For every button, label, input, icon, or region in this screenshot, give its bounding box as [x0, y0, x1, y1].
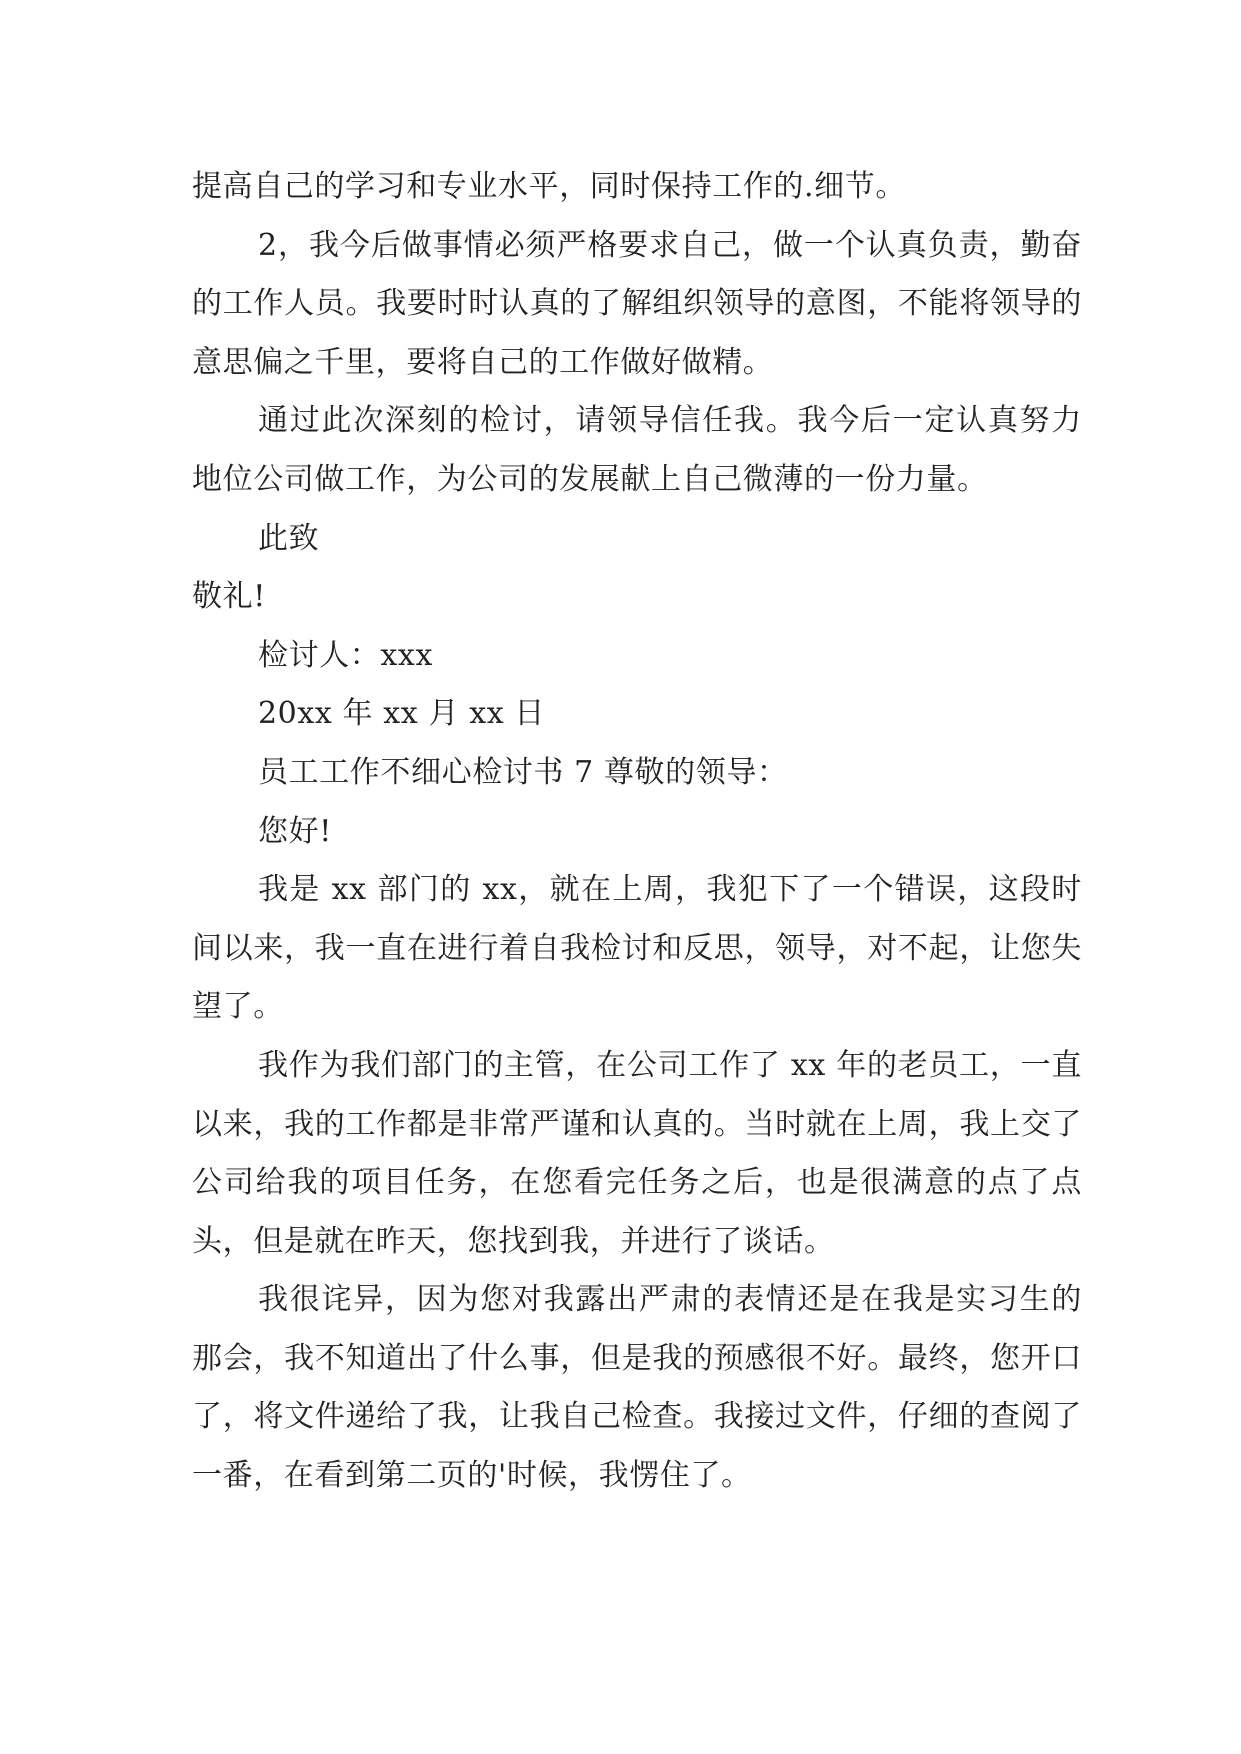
paragraph: 提高自己的学习和专业水平，同时保持工作的.细节。 — [192, 169, 906, 204]
signature-line: 检讨人：xxx — [258, 637, 433, 673]
paragraph: 通过此次深刻的检讨，请领导信任我。我今后一定认真努力地位公司做工作，为公司的发展献上自己微薄的一份力量。 — [192, 403, 1082, 497]
paragraph: 我很诧异，因为您对我露出严肃的表情还是在我是实习生的那会，我不知道出了什么事，但是我的预感很不好。最终，您开口了，将文件递给了我，让我自己检查。我接过文件，仔细的查阅了一番，在看到第二页的'时候，我愣住了。 — [192, 1282, 1082, 1494]
date-line: 20xx 年 xx 月 xx 日 — [258, 696, 545, 732]
section-heading: 员工工作不细心检讨书 7 尊敬的领导： — [258, 754, 788, 790]
closing-salutation: 此致 — [258, 520, 320, 556]
paragraph: 我作为我们部门的主管，在公司工作了 xx 年的老员工，一直以来，我的工作都是非常严谨和认真的。当时就在上周，我上交了公司给我的项目任务，在您看完任务之后，也是很满意的点了点头，但是就在昨天，您找到我，并进行了谈话。 — [192, 1047, 1082, 1259]
paragraph: 我是 xx 部门的 xx，就在上周，我犯下了一个错误，这段时间以来，我一直在进行着自我检讨和反思，领导，对不起，让您失望了。 — [192, 872, 1082, 1025]
closing-regards: 敬礼! — [192, 579, 266, 615]
greeting: 您好! — [258, 813, 332, 849]
paragraph: 2，我今后做事情必须严格要求自己，做一个认真负责，勤奋的工作人员。我要时时认真的了解组织领导的意图，不能将领导的意思偏之千里，要将自己的工作做好做精。 — [192, 227, 1082, 380]
document-body — [192, 158, 1082, 1506]
